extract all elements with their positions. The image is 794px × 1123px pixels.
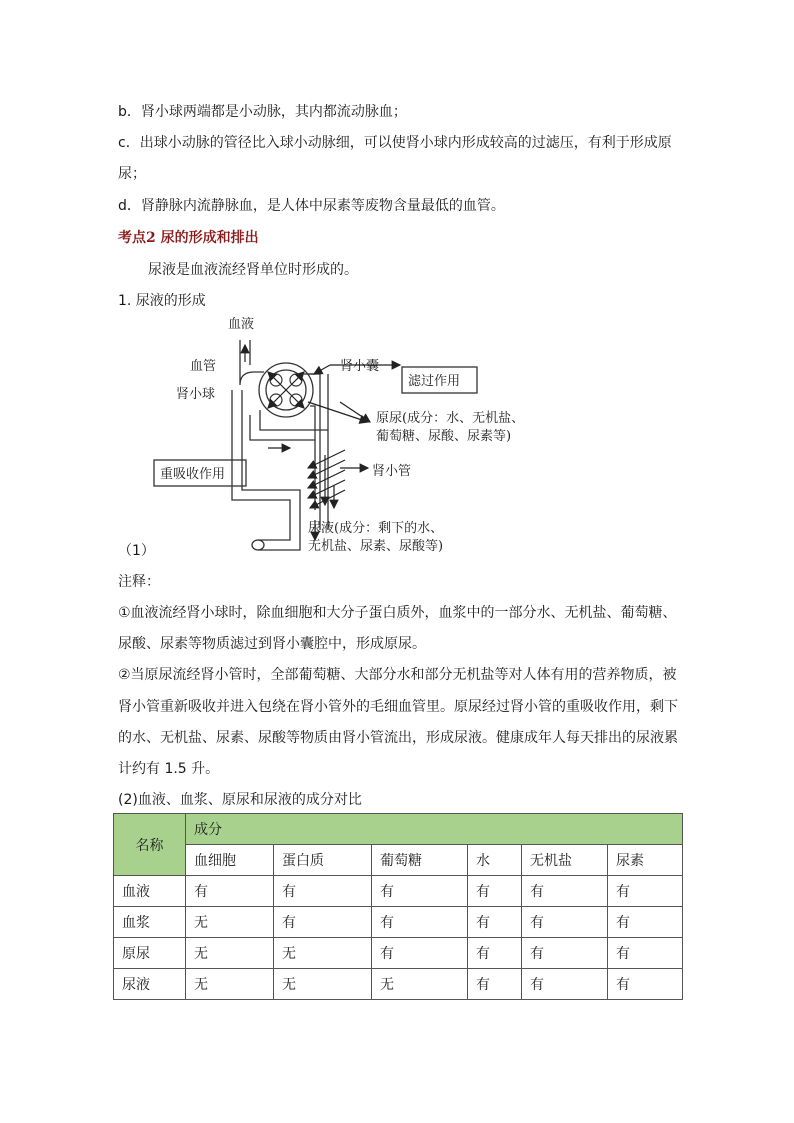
table-row [114,876,683,907]
table-name-header: 名称 [114,814,186,876]
table-row [114,969,683,1000]
column-header: 血细胞 [186,845,274,876]
table-cell: 有 [608,938,683,969]
label-capsule: 肾小囊 [340,359,380,374]
table-cell: 无 [274,938,372,969]
table-cell: 有 [274,876,372,907]
text-line-d: d．肾静脉内流静脉血，是人体中尿素等废物含量最低的血管。 [118,198,505,214]
table-cell: 有 [522,938,608,969]
subheading-urine-formation: 1. 尿液的形成 [118,293,206,309]
table-cell: 有 [608,969,683,1000]
note-2-line-4: 计约有 1.5 升。 [118,761,220,777]
table-cell: 无 [186,969,274,1000]
label-vessel: 血管 [190,359,217,374]
column-header: 水 [468,845,522,876]
afferent-vessel [240,340,264,385]
table-cell: 有 [608,876,683,907]
note-2-line-1: ②当原尿流经肾小管时，全部葡萄糖、大部分水和部分无机盐等对人体有用的营养物质，被 [118,667,677,683]
label-tubule: 肾小管 [372,464,412,479]
table-row [114,938,683,969]
row-name: 血浆 [114,907,186,938]
table-cell: 有 [468,876,522,907]
composition-table [113,813,683,1000]
table-cell: 无 [274,969,372,1000]
row-name: 血液 [114,876,186,907]
notes-label: 注释： [118,574,160,590]
table-cell: 有 [468,969,522,1000]
note-2-line-2: 肾小管重新吸收并进入包绕在肾小管外的毛细血管里。原尿经过肾小管的重吸收作用，剩下 [118,699,678,715]
table-cell: 有 [608,907,683,938]
text-line-c-cont: 尿； [118,166,146,182]
column-header: 蛋白质 [274,845,372,876]
table-cell: 无 [372,969,468,1000]
label-glomerulus: 肾小球 [176,387,216,402]
table-cell: 有 [468,907,522,938]
label-urine-2: 无机盐、尿素、尿酸等) [308,539,444,554]
label-urine-1: 尿液(成分：剩下的水、 [308,521,444,536]
row-name: 原尿 [114,938,186,969]
text-line-b: b．肾小球两端都是小动脉，其内都流动脉血； [118,104,407,120]
column-header: 尿素 [608,845,683,876]
blood-vessel [232,390,290,540]
table-cell: 有 [522,876,608,907]
label-primary-urine-2: 葡萄糖、尿酸、尿素等) [376,429,512,444]
table-cell: 有 [522,969,608,1000]
table-group-header: 成分 [186,814,683,845]
intro-paragraph: 尿液是血液流经肾单位时形成的。 [148,262,358,278]
row-name: 尿液 [114,969,186,1000]
label-reabsorption: 重吸收作用 [160,467,226,482]
label-primary-urine-1: 原尿(成分：水、无机盐、 [376,411,525,426]
table-cell: 无 [186,907,274,938]
table-cell: 有 [468,938,522,969]
label-filtration: 滤过作用 [408,374,461,389]
column-header: 葡萄糖 [372,845,468,876]
table-row [114,907,683,938]
subheading-comparison: (2)血液、血浆、原尿和尿液的成分对比 [118,792,362,808]
note-2-line-3: 的水、无机盐、尿素、尿酸等物质由肾小管流出，形成尿液。健康成年人每天排出的尿液累 [118,730,678,746]
note-1-line-2: 尿酸、尿素等物质滤过到肾小囊腔中，形成原尿。 [118,636,426,652]
table-cell: 有 [522,907,608,938]
note-1-line-1: ①血液流经肾小球时，除血细胞和大分子蛋白质外，血浆中的一部分水、无机盐、葡萄糖、 [118,605,677,621]
table-cell: 有 [274,907,372,938]
table-cell: 有 [372,907,468,938]
table-cell: 有 [372,938,468,969]
section-heading: 考点2 尿的形成和排出 [118,230,259,246]
column-header: 无机盐 [522,845,608,876]
nephron-diagram [140,310,580,560]
table-cell: 无 [186,938,274,969]
figure-caption: （1） [118,543,155,559]
table-cell: 有 [186,876,274,907]
label-blood: 血液 [228,317,255,332]
table-cell: 有 [372,876,468,907]
text-line-c: c．出球小动脉的管径比入球小动脉细，可以使肾小球内形成较高的过滤压，有利于形成原 [118,135,672,151]
